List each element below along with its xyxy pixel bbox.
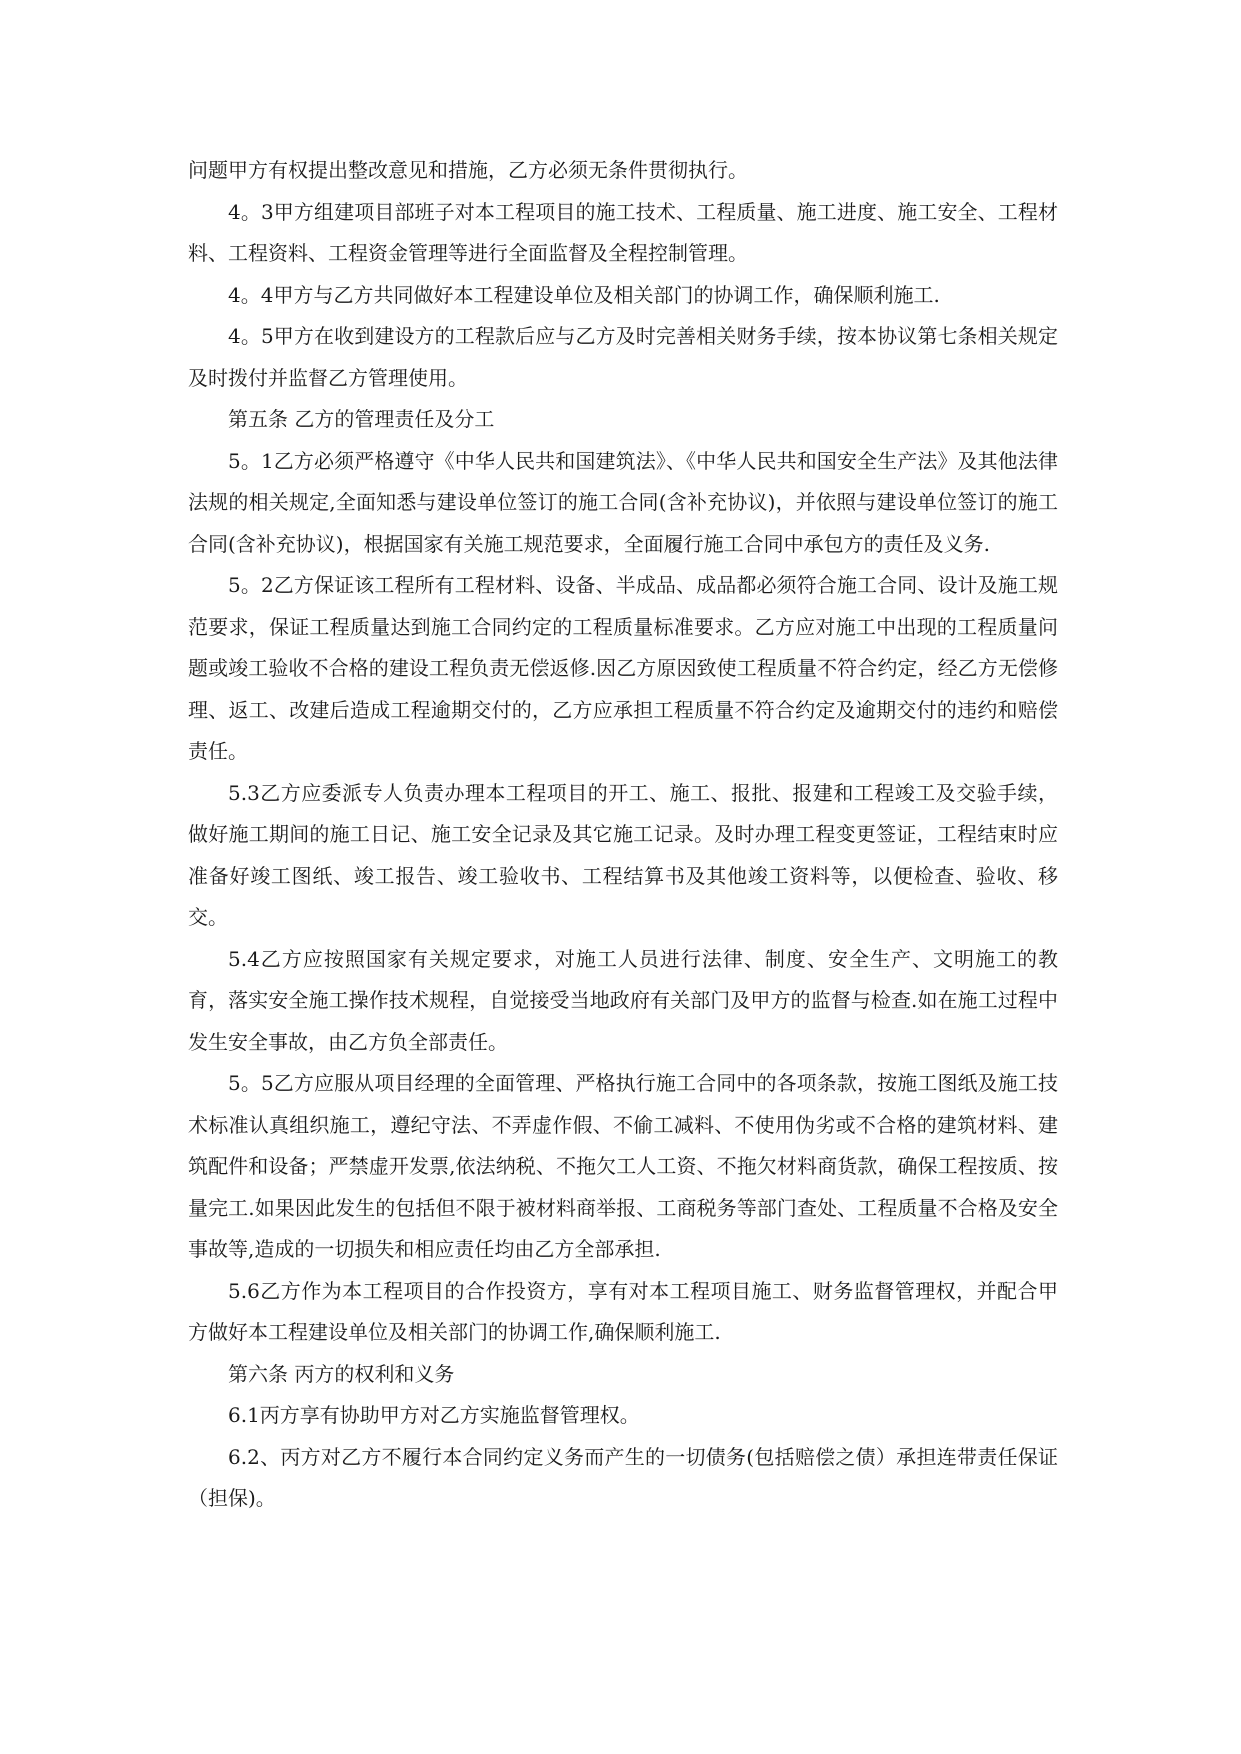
article-6-heading: 第六条 丙方的权利和义务 (228, 1361, 455, 1386)
paragraph-4-4: 4。4甲方与乙方共同做好本工程建设单位及相关部门的协调工作，确保顺利施工. (228, 282, 940, 307)
paragraph-5-4: 5.4乙方应按照国家有关规定要求，对施工人员进行法律、制度、安全生产、文明施工的教育，落实安全施工操作技术规程，自觉接受当地政府有关部门及甲方的监督与检查.如在施工过程中发生安全事故，由乙方负全部责任。 (188, 946, 1058, 1054)
paragraph-5-1: 5。1乙方必须严格遵守《中华人民共和国建筑法》、《中华人民共和国安全生产法》及其他法律法规的相关规定,全面知悉与建设单位签订的施工合同(含补充协议)，并依照与建设单位签订的施工合同(含补充协议)，根据国家有关施工规范要求，全面履行施工合同中承包方的责任及义务. (188, 448, 1058, 556)
article-5-heading: 第五条 乙方的管理责任及分工 (228, 407, 495, 431)
paragraph-5-3: 5.3乙方应委派专人负责办理本工程项目的开工、施工、报批、报建和工程竣工及交验手续，做好施工期间的施工日记、施工安全记录及其它施工记录。及时办理工程变更签证，工程结束时应准备好竣工图纸、竣工报告、竣工验收书、工程结算书及其他竣工资料等，以便检查、验收、移交。 (188, 780, 1058, 929)
document-body (188, 150, 1058, 1520)
paragraph-4-5: 4。5甲方在收到建设方的工程款后应与乙方及时完善相关财务手续，按本协议第七条相关规定及时拨付并监督乙方管理使用。 (188, 324, 1058, 390)
paragraph-6-1: 6.1丙方享有协助甲方对乙方实施监督管理权。 (228, 1403, 640, 1427)
paragraph-5-6: 5.6乙方作为本工程项目的合作投资方，享有对本工程项目施工、财务监督管理权，并配合甲方做好本工程建设单位及相关部门的协调工作,确保顺利施工. (188, 1278, 1058, 1344)
paragraph-6-2: 6.2、丙方对乙方不履行本合同约定义务而产生的一切债务(包括赔偿之债）承担连带责任保证（担保)。 (188, 1444, 1058, 1510)
paragraph-5-2: 5。2乙方保证该工程所有工程材料、设备、半成品、成品都必须符合施工合同、设计及施工规范要求，保证工程质量达到施工合同约定的工程质量标准要求。乙方应对施工中出现的工程质量问题或竣工验收不合格的建设工程负责无偿返修.因乙方原因致使工程质量不符合约定，经乙方无偿修理、返工、改建后造成工程逾期交付的，乙方应承担工程质量不符合约定及逾期交付的违约和赔偿责任。 (188, 573, 1058, 763)
paragraph-4-3: 4。3甲方组建项目部班子对本工程项目的施工技术、工程质量、施工进度、施工安全、工程材料、工程资料、工程资金管理等进行全面监督及全程控制管理。 (188, 199, 1058, 265)
paragraph-4-2-continued: 问题甲方有权提出整改意见和措施，乙方必须无条件贯彻执行。 (188, 158, 748, 182)
paragraph-5-5: 5。5乙方应服从项目经理的全面管理、严格执行施工合同中的各项条款，按施工图纸及施工技术标准认真组织施工，遵纪守法、不弄虚作假、不偷工减料、不使用伪劣或不合格的建筑材料、建筑配件和设备；严禁虚开发票,依法纳税、不拖欠工人工资、不拖欠材料商货款，确保工程按质、按量完工.如果因此发生的包括但不限于被材料商举报、工商税务等部门查处、工程质量不合格及安全事故等,造成的一切损失和相应责任均由乙方全部承担. (188, 1071, 1058, 1261)
